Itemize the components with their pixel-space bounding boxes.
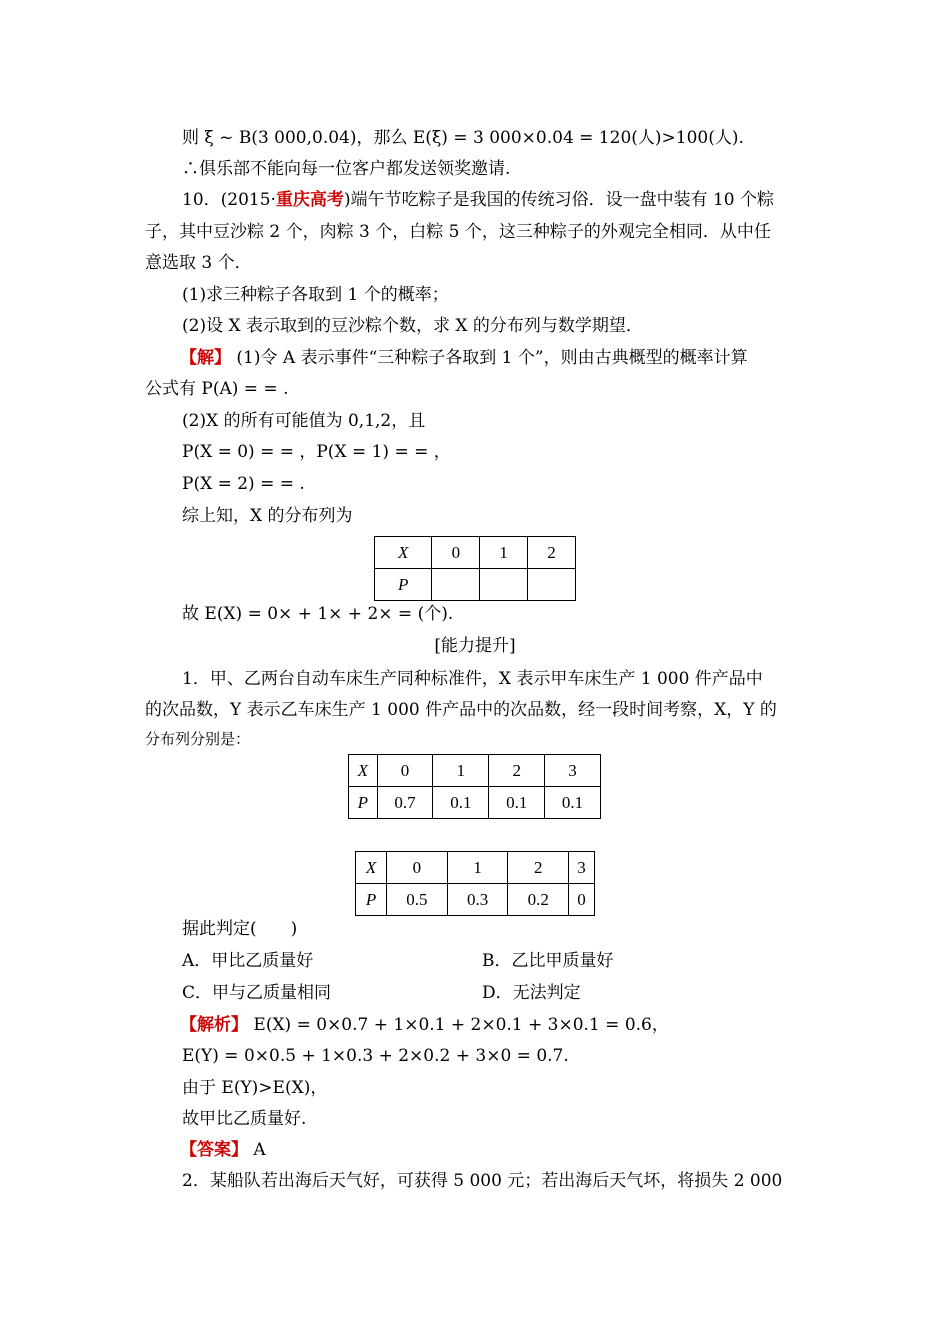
analysis-tag: 【解析】 [180, 1015, 248, 1035]
table-cell: 2 [528, 537, 576, 569]
text-line: 分布列分别是： [145, 730, 251, 748]
table-row [356, 884, 595, 916]
text-line: 由于 E(Y)>E(X)， [182, 1078, 328, 1098]
answer-value: A [248, 1140, 266, 1160]
option-c: C．甲与乙质量相同 [182, 983, 332, 1003]
table-cell: 0 [377, 755, 433, 787]
table-cell: 0 [432, 537, 480, 569]
subquestion-2: (2)设 X 表示取到的豆沙粽个数，求 X 的分布列与数学期望． [182, 316, 643, 336]
table-cell [432, 569, 480, 601]
table-cell: 3 [545, 755, 601, 787]
table-row [349, 787, 601, 819]
analysis-text: E(X) = 0×0.7 + 1×0.1 + 2×0.1 + 3×0.1 = 0.6， [248, 1015, 669, 1035]
table-cell: 1 [480, 537, 528, 569]
table-cell: 3 [569, 852, 595, 884]
question-1-text: 1．甲、乙两台自动车床生产同种标准件，X 表示甲车床生产 1 000 件产品中 [182, 669, 763, 689]
text-line: 意选取 3 个． [145, 253, 252, 273]
answer-line [180, 1139, 840, 1161]
table-cell: 0.2 [508, 884, 569, 916]
solution-text: (1)令 A 表示事件“三种粽子各取到 1 个”，则由古典概型的概率计算 [231, 348, 748, 368]
option-d: D．无法判定 [482, 983, 581, 1003]
text-line: P(X = 2) = = . [182, 474, 305, 494]
question-10-header [182, 189, 842, 211]
table-row [375, 537, 576, 569]
table-cell: 2 [489, 755, 545, 787]
table-row [375, 569, 576, 601]
distribution-table-x [348, 754, 601, 819]
text-line: 则 ξ ~ B(3 000,0.04)，那么 E(ξ) = 3 000×0.04 = 120(人)>100(人). [182, 128, 744, 148]
analysis-line [180, 1014, 840, 1036]
question-number: 10．(2015· [182, 190, 276, 210]
text-line: P(X = 0) = = ，P(X = 1) = = ， [182, 442, 451, 462]
table-cell: P [356, 884, 387, 916]
table-cell: X [375, 537, 432, 569]
table-cell: 0 [569, 884, 595, 916]
question-text: )端午节吃粽子是我国的传统习俗．设一盘中装有 10 个粽 [343, 190, 775, 210]
table-row [356, 852, 595, 884]
answer-tag: 【答案】 [180, 1140, 248, 1160]
text-line: (2)X 的所有可能值为 0,1,2，且 [182, 411, 426, 431]
text-line: 据此判定( ) [182, 919, 298, 939]
text-line: 故 E(X) = 0× + 1× + 2× = (个). [182, 604, 454, 624]
option-a: A．甲比乙质量好 [182, 951, 314, 971]
option-b: B．乙比甲质量好 [482, 951, 614, 971]
distribution-table [374, 536, 576, 601]
table-cell: 0.1 [489, 787, 545, 819]
table-cell: P [349, 787, 378, 819]
distribution-table-y [355, 851, 595, 916]
table-cell: 0.3 [447, 884, 508, 916]
text-line: 公式有 P(A) = = . [145, 379, 289, 399]
table-cell: 1 [447, 852, 508, 884]
text-line: E(Y) = 0×0.5 + 1×0.3 + 2×0.2 + 3×0 = 0.7. [182, 1046, 569, 1066]
text-line: 子，其中豆沙粽 2 个，肉粽 3 个，白粽 5 个，这三种粽子的外观完全相同．从中任 [145, 222, 771, 242]
text-line: 综上知，X 的分布列为 [182, 506, 353, 526]
table-row [349, 755, 601, 787]
table-cell: 0 [387, 852, 448, 884]
table-cell: P [375, 569, 432, 601]
section-heading: [能力提升] [434, 636, 516, 656]
table-cell [480, 569, 528, 601]
text-line: ∴俱乐部不能向每一位客户都发送领奖邀请. [182, 159, 511, 179]
table-cell [528, 569, 576, 601]
table-cell: 0.1 [545, 787, 601, 819]
table-cell: X [356, 852, 387, 884]
table-cell: 0.1 [433, 787, 489, 819]
table-cell: X [349, 755, 378, 787]
subquestion-1: (1)求三种粽子各取到 1 个的概率； [182, 285, 449, 305]
question-2-text: 2．某船队若出海后天气好，可获得 5 000 元；若出海后天气坏，将损失 2 000 [182, 1171, 783, 1191]
table-cell: 0.7 [377, 787, 433, 819]
table-cell: 1 [433, 755, 489, 787]
text-line: 的次品数，Y 表示乙车床生产 1 000 件产品中的次品数，经一段时间考察，X，Y 的 [145, 700, 777, 720]
solution-tag: 【解】 [180, 348, 231, 368]
table-cell: 0.5 [387, 884, 448, 916]
solution-line [180, 347, 840, 369]
text-line: 故甲比乙质量好. [182, 1109, 307, 1129]
table-cell: 2 [508, 852, 569, 884]
source-label: 重庆高考 [275, 190, 344, 210]
